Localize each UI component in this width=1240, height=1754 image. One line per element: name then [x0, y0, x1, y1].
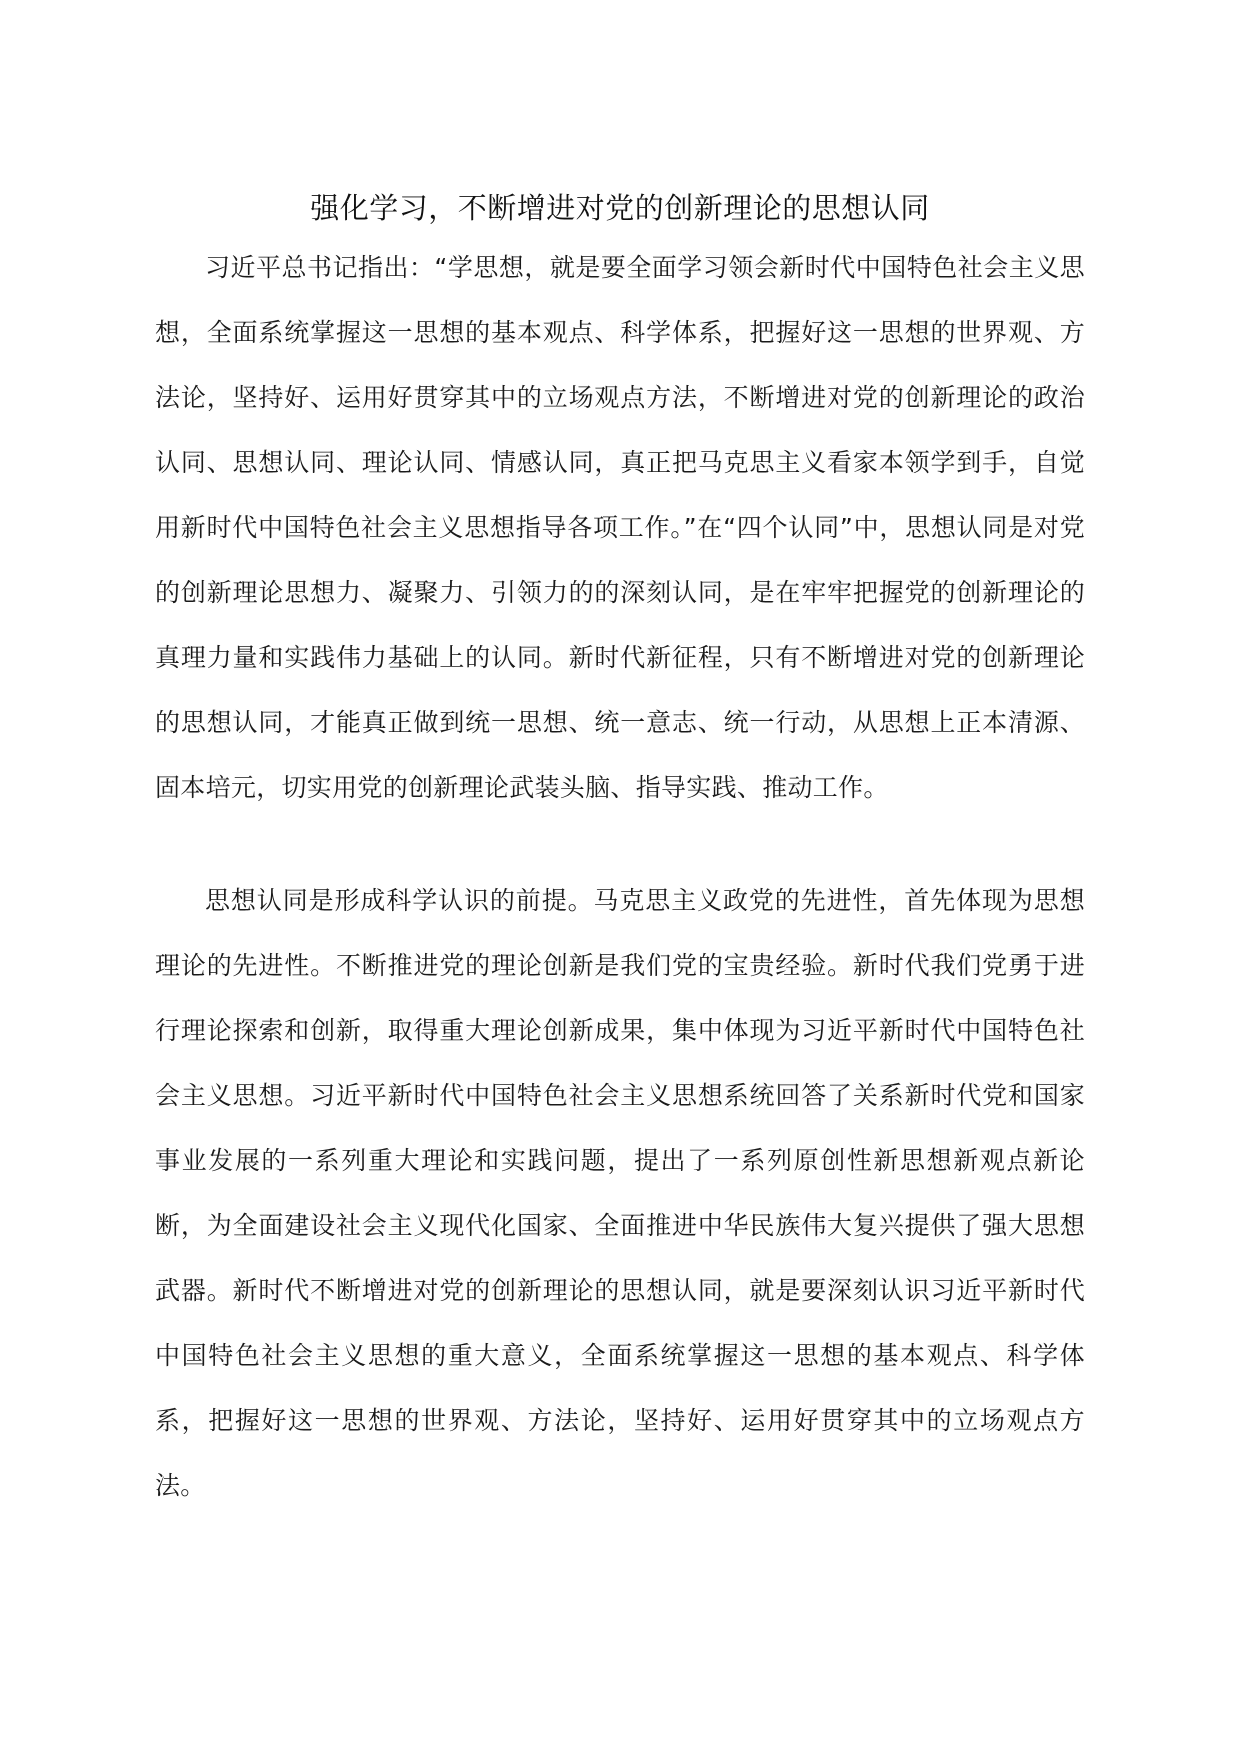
- body-paragraph-2: 思想认同是形成科学认识的前提。马克思主义政党的先进性，首先体现为思想理论的先进性。不断推进党的理论创新是我们党的宝贵经验。新时代我们党勇于进行理论探索和创新，取得重大理论创新成果，集中体现为习近平新时代中国特色社会主义思想。习近平新时代中国特色社会主义思想系统回答了关系新时代党和国家事业发展的一系列重大理论和实践问题，提出了一系列原创性新思想新观点新论断，为全面建设社会主义现代化国家、全面推进中华民族伟大复兴提供了强大思想武器。新时代不断增进对党的创新理论的思想认同，就是要深刻认识习近平新时代中国特色社会主义思想的重大意义，全面系统掌握这一思想的基本观点、科学体系，把握好这一思想的世界观、方法论，坚持好、运用好贯穿其中的立场观点方法。: [155, 886, 1085, 1500]
- body-paragraph-1: 习近平总书记指出：“学思想，就是要全面学习领会新时代中国特色社会主义思想，全面系统掌握这一思想的基本观点、科学体系，把握好这一思想的世界观、方法论，坚持好、运用好贯穿其中的立场观点方法，不断增进对党的创新理论的政治认同、思想认同、理论认同、情感认同，真正把马克思主义看家本领学到手，自觉用新时代中国特色社会主义思想指导各项工作。”在“四个认同”中，思想认同是对党的创新理论思想力、凝聚力、引领力的的深刻认同，是在牢牢把握党的创新理论的真理力量和实践伟力基础上的认同。新时代新征程，只有不断增进对党的创新理论的思想认同，才能真正做到统一思想、统一意志、统一行动，从思想上正本清源、固本培元，切实用党的创新理论武装头脑、指导实践、推动工作。: [155, 253, 1085, 802]
- document-title: 强化学习，不断增进对党的创新理论的思想认同: [310, 191, 930, 225]
